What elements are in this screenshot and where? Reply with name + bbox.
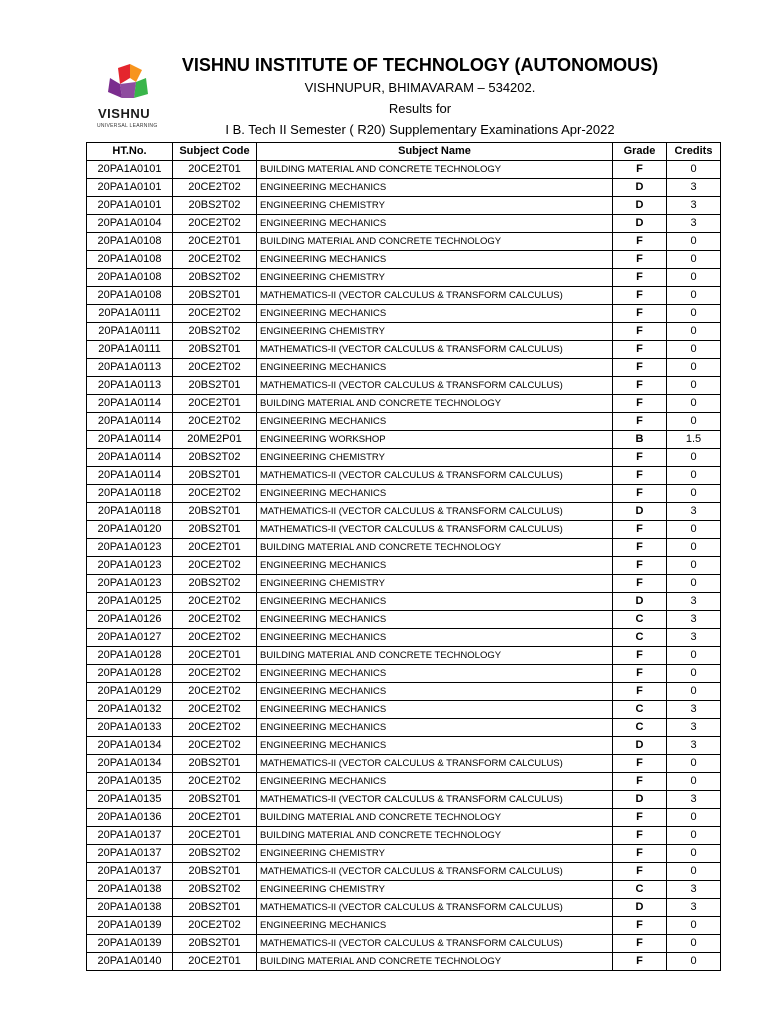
cell-subject-code: 20CE2T02 [173,359,257,377]
cell-grade: D [613,503,667,521]
cell-credits: 0 [667,413,721,431]
cell-grade: F [613,449,667,467]
cell-credits: 3 [667,737,721,755]
cell-credits: 3 [667,611,721,629]
cell-grade: D [613,179,667,197]
cell-subject-name: ENGINEERING MECHANICS [257,611,613,629]
cell-ht-no: 20PA1A0137 [87,863,173,881]
cell-subject-code: 20CE2T01 [173,953,257,971]
cell-grade: F [613,827,667,845]
cell-subject-code: 20CE2T01 [173,827,257,845]
cell-grade: D [613,791,667,809]
logo-tagline: UNIVERSAL LEARNING [97,123,158,129]
cell-subject-name: MATHEMATICS-II (VECTOR CALCULUS & TRANSFORM CALCULUS) [257,377,613,395]
cell-grade: F [613,935,667,953]
cell-subject-code: 20CE2T02 [173,413,257,431]
cell-ht-no: 20PA1A0136 [87,809,173,827]
cell-subject-code: 20BS2T02 [173,449,257,467]
table-row [87,845,721,863]
cell-grade: F [613,521,667,539]
cell-credits: 0 [667,341,721,359]
cell-grade: F [613,377,667,395]
cell-subject-code: 20BS2T02 [173,323,257,341]
exam-title: I B. Tech II Semester ( R20) Supplementary Examinations Apr-2022 [225,122,615,137]
cell-grade: F [613,845,667,863]
cell-credits: 0 [667,755,721,773]
cell-ht-no: 20PA1A0137 [87,827,173,845]
cell-credits: 0 [667,323,721,341]
cell-ht-no: 20PA1A0101 [87,161,173,179]
cell-subject-code: 20BS2T01 [173,287,257,305]
cell-ht-no: 20PA1A0118 [87,485,173,503]
cell-subject-name: ENGINEERING MECHANICS [257,917,613,935]
cell-credits: 0 [667,485,721,503]
table-row [87,881,721,899]
cell-subject-code: 20BS2T01 [173,935,257,953]
cell-credits: 0 [667,557,721,575]
table-row [87,305,721,323]
cell-subject-name: BUILDING MATERIAL AND CONCRETE TECHNOLOGY [257,539,613,557]
cell-subject-name: BUILDING MATERIAL AND CONCRETE TECHNOLOGY [257,395,613,413]
table-row [87,197,721,215]
table-row [87,611,721,629]
cell-ht-no: 20PA1A0111 [87,323,173,341]
table-row [87,377,721,395]
cell-credits: 3 [667,701,721,719]
cell-subject-code: 20CE2T02 [173,665,257,683]
table-row [87,287,721,305]
table-row [87,701,721,719]
cell-subject-code: 20CE2T02 [173,683,257,701]
cell-subject-name: ENGINEERING MECHANICS [257,719,613,737]
cell-credits: 0 [667,449,721,467]
cell-subject-name: ENGINEERING CHEMISTRY [257,881,613,899]
cell-credits: 0 [667,467,721,485]
cell-grade: F [613,485,667,503]
cell-grade: F [613,413,667,431]
cell-subject-code: 20CE2T02 [173,629,257,647]
table-row [87,791,721,809]
cell-credits: 0 [667,809,721,827]
table-row [87,863,721,881]
cell-credits: 3 [667,629,721,647]
cell-subject-code: 20CE2T02 [173,701,257,719]
cell-subject-code: 20BS2T02 [173,197,257,215]
cell-credits: 0 [667,161,721,179]
cell-subject-name: MATHEMATICS-II (VECTOR CALCULUS & TRANSFORM CALCULUS) [257,521,613,539]
table-row [87,683,721,701]
cell-subject-name: ENGINEERING MECHANICS [257,701,613,719]
table-row [87,593,721,611]
cell-subject-name: MATHEMATICS-II (VECTOR CALCULUS & TRANSFORM CALCULUS) [257,755,613,773]
cell-subject-code: 20CE2T01 [173,161,257,179]
cell-ht-no: 20PA1A0138 [87,899,173,917]
cell-grade: F [613,773,667,791]
cell-subject-name: MATHEMATICS-II (VECTOR CALCULUS & TRANSFORM CALCULUS) [257,467,613,485]
cell-subject-code: 20BS2T01 [173,521,257,539]
cell-subject-code: 20BS2T01 [173,341,257,359]
cell-grade: F [613,359,667,377]
cell-grade: F [613,557,667,575]
cell-subject-name: BUILDING MATERIAL AND CONCRETE TECHNOLOGY [257,953,613,971]
cell-subject-code: 20CE2T02 [173,917,257,935]
cell-credits: 0 [667,773,721,791]
cell-ht-no: 20PA1A0111 [87,305,173,323]
cell-grade: F [613,755,667,773]
results-table-body [87,161,721,971]
cell-credits: 0 [667,305,721,323]
cell-ht-no: 20PA1A0137 [87,845,173,863]
cell-ht-no: 20PA1A0140 [87,953,173,971]
cell-credits: 3 [667,503,721,521]
table-row [87,521,721,539]
cell-subject-name: ENGINEERING MECHANICS [257,665,613,683]
cell-subject-code: 20CE2T02 [173,773,257,791]
cell-subject-name: MATHEMATICS-II (VECTOR CALCULUS & TRANSFORM CALCULUS) [257,935,613,953]
cell-credits: 0 [667,377,721,395]
table-row [87,395,721,413]
cell-subject-code: 20CE2T01 [173,539,257,557]
table-row [87,179,721,197]
cell-subject-name: ENGINEERING CHEMISTRY [257,575,613,593]
cell-credits: 0 [667,863,721,881]
col-header-subject-code: Subject Code [173,143,257,161]
cell-ht-no: 20PA1A0114 [87,449,173,467]
cell-ht-no: 20PA1A0114 [87,467,173,485]
cell-ht-no: 20PA1A0138 [87,881,173,899]
cell-ht-no: 20PA1A0108 [87,287,173,305]
cell-credits: 0 [667,935,721,953]
table-row [87,485,721,503]
table-header-row [87,143,721,161]
cell-credits: 0 [667,269,721,287]
cell-grade: D [613,899,667,917]
cell-ht-no: 20PA1A0101 [87,197,173,215]
cell-subject-name: ENGINEERING MECHANICS [257,683,613,701]
cell-subject-name: MATHEMATICS-II (VECTOR CALCULUS & TRANSFORM CALCULUS) [257,863,613,881]
cell-credits: 0 [667,575,721,593]
cell-subject-code: 20BS2T02 [173,845,257,863]
cell-subject-name: BUILDING MATERIAL AND CONCRETE TECHNOLOGY [257,809,613,827]
cell-subject-name: ENGINEERING MECHANICS [257,485,613,503]
cell-subject-name: ENGINEERING MECHANICS [257,737,613,755]
table-row [87,413,721,431]
cell-credits: 3 [667,179,721,197]
cell-subject-code: 20CE2T02 [173,305,257,323]
cell-credits: 3 [667,719,721,737]
cell-grade: F [613,953,667,971]
cell-subject-name: ENGINEERING WORKSHOP [257,431,613,449]
logo-wordmark: VISHNU [98,106,151,121]
cell-ht-no: 20PA1A0114 [87,413,173,431]
cell-grade: B [613,431,667,449]
table-row [87,665,721,683]
cell-grade: F [613,251,667,269]
cell-grade: F [613,269,667,287]
table-row [87,773,721,791]
cell-credits: 3 [667,215,721,233]
cell-ht-no: 20PA1A0128 [87,665,173,683]
results-table [86,142,721,971]
cell-ht-no: 20PA1A0139 [87,935,173,953]
cell-ht-no: 20PA1A0123 [87,557,173,575]
cell-ht-no: 20PA1A0113 [87,359,173,377]
cell-grade: C [613,719,667,737]
cell-ht-no: 20PA1A0126 [87,611,173,629]
cell-subject-code: 20BS2T01 [173,377,257,395]
cell-subject-name: MATHEMATICS-II (VECTOR CALCULUS & TRANSFORM CALCULUS) [257,791,613,809]
cell-subject-code: 20CE2T02 [173,719,257,737]
table-row [87,647,721,665]
cell-credits: 0 [667,233,721,251]
cell-credits: 0 [667,539,721,557]
cell-ht-no: 20PA1A0139 [87,917,173,935]
cell-grade: F [613,917,667,935]
table-row [87,161,721,179]
cell-subject-name: ENGINEERING MECHANICS [257,413,613,431]
cell-grade: C [613,611,667,629]
cell-credits: 0 [667,395,721,413]
cell-ht-no: 20PA1A0108 [87,233,173,251]
cell-subject-code: 20BS2T01 [173,791,257,809]
cell-grade: F [613,665,667,683]
cell-subject-code: 20CE2T02 [173,557,257,575]
table-row [87,719,721,737]
cell-ht-no: 20PA1A0134 [87,755,173,773]
table-row [87,359,721,377]
cell-credits: 3 [667,593,721,611]
institute-address: VISHNUPUR, BHIMAVARAM – 534202. [304,80,536,95]
cell-grade: F [613,467,667,485]
table-row [87,935,721,953]
cell-subject-code: 20BS2T02 [173,881,257,899]
cell-subject-code: 20CE2T01 [173,395,257,413]
cell-credits: 0 [667,359,721,377]
cell-subject-code: 20CE2T02 [173,593,257,611]
cell-grade: D [613,215,667,233]
cell-subject-name: ENGINEERING CHEMISTRY [257,845,613,863]
results-for-label: Results for [388,101,452,116]
table-row [87,503,721,521]
cell-subject-name: ENGINEERING MECHANICS [257,773,613,791]
table-row [87,917,721,935]
table-row [87,233,721,251]
table-row [87,251,721,269]
table-row [87,899,721,917]
cell-credits: 0 [667,521,721,539]
cell-subject-code: 20BS2T01 [173,467,257,485]
cell-ht-no: 20PA1A0108 [87,251,173,269]
table-row [87,449,721,467]
table-row [87,431,721,449]
cell-subject-code: 20BS2T01 [173,899,257,917]
cell-subject-name: MATHEMATICS-II (VECTOR CALCULUS & TRANSFORM CALCULUS) [257,341,613,359]
page-title: VISHNU INSTITUTE OF TECHNOLOGY (AUTONOMOUS) [181,55,659,75]
cell-subject-name: MATHEMATICS-II (VECTOR CALCULUS & TRANSFORM CALCULUS) [257,503,613,521]
cell-ht-no: 20PA1A0133 [87,719,173,737]
cell-ht-no: 20PA1A0101 [87,179,173,197]
table-row [87,269,721,287]
cell-ht-no: 20PA1A0104 [87,215,173,233]
cell-grade: F [613,683,667,701]
cell-credits: 0 [667,845,721,863]
cell-ht-no: 20PA1A0128 [87,647,173,665]
table-row [87,755,721,773]
cell-subject-name: ENGINEERING CHEMISTRY [257,197,613,215]
cell-subject-name: BUILDING MATERIAL AND CONCRETE TECHNOLOGY [257,827,613,845]
cell-ht-no: 20PA1A0118 [87,503,173,521]
cell-subject-code: 20BS2T02 [173,575,257,593]
table-row [87,827,721,845]
cell-grade: F [613,647,667,665]
cell-grade: D [613,737,667,755]
cell-grade: F [613,395,667,413]
cell-subject-code: 20BS2T01 [173,863,257,881]
cell-grade: C [613,629,667,647]
cell-credits: 3 [667,791,721,809]
cell-subject-name: ENGINEERING MECHANICS [257,251,613,269]
col-header-ht-no: HT.No. [87,143,173,161]
cell-grade: F [613,323,667,341]
cell-ht-no: 20PA1A0114 [87,431,173,449]
table-row [87,341,721,359]
cell-grade: D [613,593,667,611]
cell-credits: 0 [667,683,721,701]
cell-grade: F [613,233,667,251]
cell-grade: F [613,809,667,827]
cell-subject-code: 20BS2T02 [173,269,257,287]
cell-subject-code: 20CE2T02 [173,737,257,755]
cell-grade: F [613,161,667,179]
cell-ht-no: 20PA1A0129 [87,683,173,701]
cell-credits: 0 [667,665,721,683]
table-row [87,539,721,557]
cell-grade: D [613,197,667,215]
table-row [87,215,721,233]
table-row [87,575,721,593]
cell-ht-no: 20PA1A0123 [87,575,173,593]
cell-credits: 0 [667,251,721,269]
cell-subject-code: 20CE2T01 [173,233,257,251]
cell-credits: 0 [667,287,721,305]
cell-subject-code: 20CE2T01 [173,809,257,827]
cell-grade: C [613,701,667,719]
table-row [87,557,721,575]
cell-ht-no: 20PA1A0135 [87,773,173,791]
cell-subject-name: BUILDING MATERIAL AND CONCRETE TECHNOLOGY [257,161,613,179]
cell-subject-code: 20CE2T02 [173,251,257,269]
cell-subject-name: ENGINEERING MECHANICS [257,305,613,323]
cell-credits: 0 [667,647,721,665]
cell-grade: F [613,341,667,359]
cell-subject-name: MATHEMATICS-II (VECTOR CALCULUS & TRANSFORM CALCULUS) [257,287,613,305]
cell-subject-code: 20BS2T01 [173,503,257,521]
cell-credits: 3 [667,881,721,899]
cell-subject-name: ENGINEERING MECHANICS [257,593,613,611]
cell-credits: 0 [667,917,721,935]
cell-grade: F [613,539,667,557]
col-header-grade: Grade [613,143,667,161]
cell-subject-code: 20BS2T01 [173,755,257,773]
cell-subject-name: ENGINEERING MECHANICS [257,557,613,575]
cell-ht-no: 20PA1A0120 [87,521,173,539]
cell-subject-code: 20ME2P01 [173,431,257,449]
cell-ht-no: 20PA1A0132 [87,701,173,719]
cell-subject-name: MATHEMATICS-II (VECTOR CALCULUS & TRANSFORM CALCULUS) [257,899,613,917]
cell-grade: F [613,863,667,881]
cell-ht-no: 20PA1A0108 [87,269,173,287]
cell-credits: 1.5 [667,431,721,449]
cell-grade: C [613,881,667,899]
cell-ht-no: 20PA1A0135 [87,791,173,809]
table-row [87,467,721,485]
cell-ht-no: 20PA1A0111 [87,341,173,359]
cell-credits: 0 [667,953,721,971]
cell-subject-code: 20CE2T02 [173,485,257,503]
cell-subject-name: BUILDING MATERIAL AND CONCRETE TECHNOLOGY [257,647,613,665]
cell-subject-name: ENGINEERING CHEMISTRY [257,449,613,467]
cell-ht-no: 20PA1A0123 [87,539,173,557]
cell-subject-name: ENGINEERING CHEMISTRY [257,269,613,287]
cell-subject-name: BUILDING MATERIAL AND CONCRETE TECHNOLOGY [257,233,613,251]
cell-subject-code: 20CE2T02 [173,215,257,233]
cell-grade: F [613,287,667,305]
table-row [87,323,721,341]
cell-grade: F [613,575,667,593]
table-row [87,737,721,755]
cell-credits: 3 [667,899,721,917]
table-row [87,809,721,827]
col-header-subject-name: Subject Name [257,143,613,161]
cell-credits: 0 [667,827,721,845]
cell-subject-code: 20CE2T02 [173,611,257,629]
cell-ht-no: 20PA1A0114 [87,395,173,413]
cell-subject-code: 20CE2T01 [173,647,257,665]
cell-subject-name: ENGINEERING MECHANICS [257,179,613,197]
cell-ht-no: 20PA1A0127 [87,629,173,647]
cell-subject-name: ENGINEERING MECHANICS [257,215,613,233]
cell-subject-code: 20CE2T02 [173,179,257,197]
cell-ht-no: 20PA1A0134 [87,737,173,755]
table-row [87,953,721,971]
cell-grade: F [613,305,667,323]
cell-subject-name: ENGINEERING MECHANICS [257,359,613,377]
col-header-credits: Credits [667,143,721,161]
cell-ht-no: 20PA1A0113 [87,377,173,395]
cell-subject-name: ENGINEERING MECHANICS [257,629,613,647]
table-row [87,629,721,647]
cell-ht-no: 20PA1A0125 [87,593,173,611]
cell-subject-name: ENGINEERING CHEMISTRY [257,323,613,341]
cell-credits: 3 [667,197,721,215]
